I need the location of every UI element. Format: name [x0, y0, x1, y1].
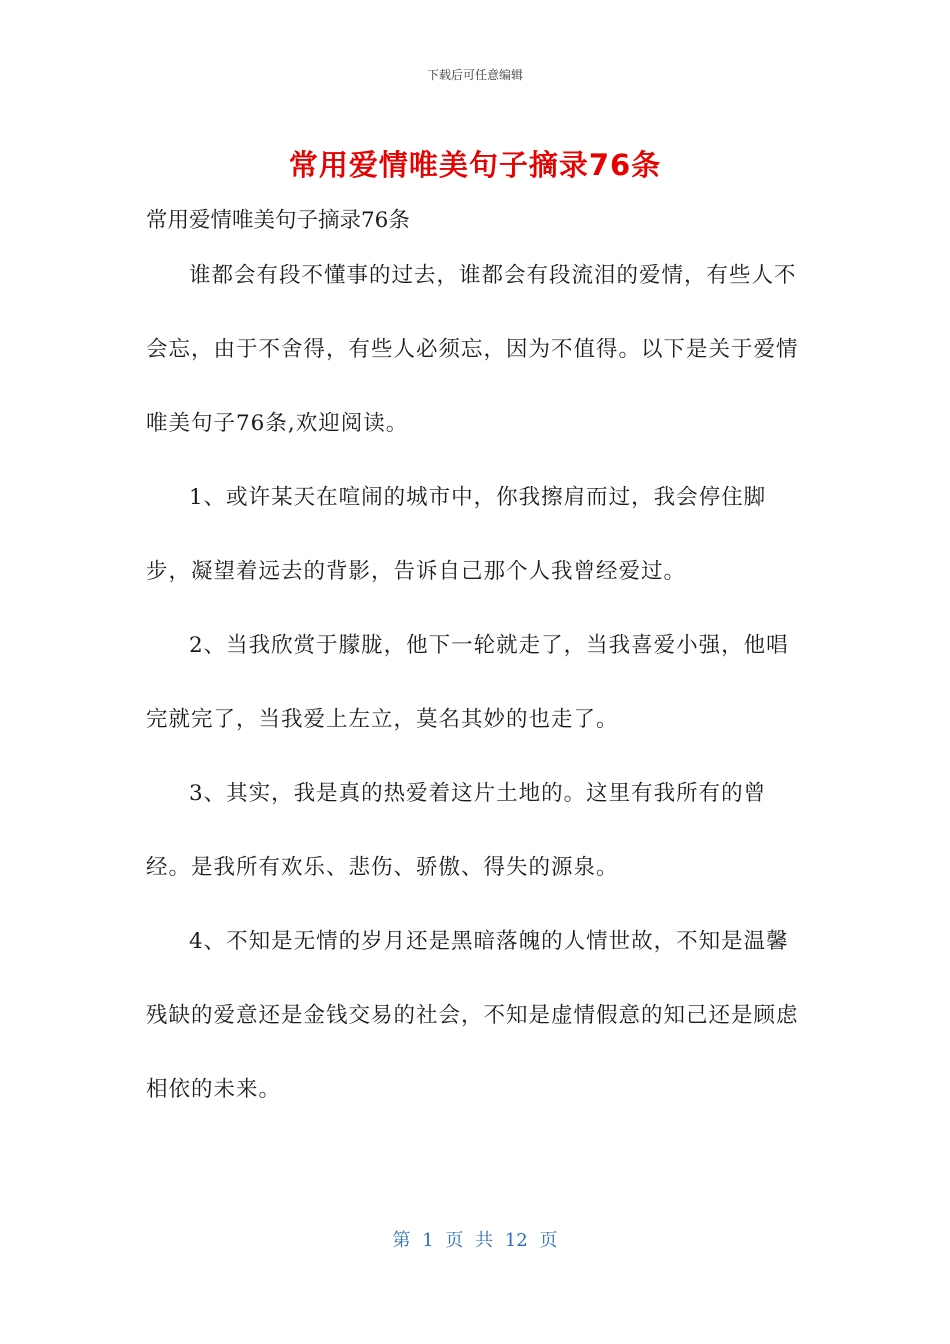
document-body [146, 203, 806, 1127]
paragraph-item-4: 4、不知是无情的岁月还是黑暗落魄的人情世故，不知是温馨残缺的爱意还是金钱交易的社会，不知是虚情假意的知己还是顾虑相依的未来。 [146, 929, 799, 1102]
document-title: 常用爱情唯美句子摘录76条 [288, 148, 662, 182]
paragraph-item-3: 3、其实，我是真的热爱着这片土地的。这里有我所有的曾经。是我所有欢乐、悲伤、骄傲、得失的源泉。 [146, 781, 767, 880]
document-subtitle: 常用爱情唯美句子摘录76条 [146, 208, 410, 233]
paragraph-item-2: 2、当我欣赏于朦胧，他下一轮就走了，当我喜爱小强，他唱完就完了，当我爱上左立，莫名其妙的也走了。 [146, 633, 789, 732]
header-note: 下载后可任意编辑 [426, 68, 523, 82]
paragraph-intro: 谁都会有段不懂事的过去，谁都会有段流泪的爱情，有些人不会忘，由于不舍得，有些人必须忘，因为不值得。以下是关于爱情唯美句子76条,欢迎阅读。 [146, 263, 799, 436]
paragraph-item-1: 1、或许某天在喧闹的城市中，你我擦肩而过，我会停住脚步，凝望着远去的背影，告诉自己那个人我曾经爱过。 [146, 485, 767, 584]
page-number-footer: 第 1 页 共 12 页 [392, 1230, 558, 1251]
